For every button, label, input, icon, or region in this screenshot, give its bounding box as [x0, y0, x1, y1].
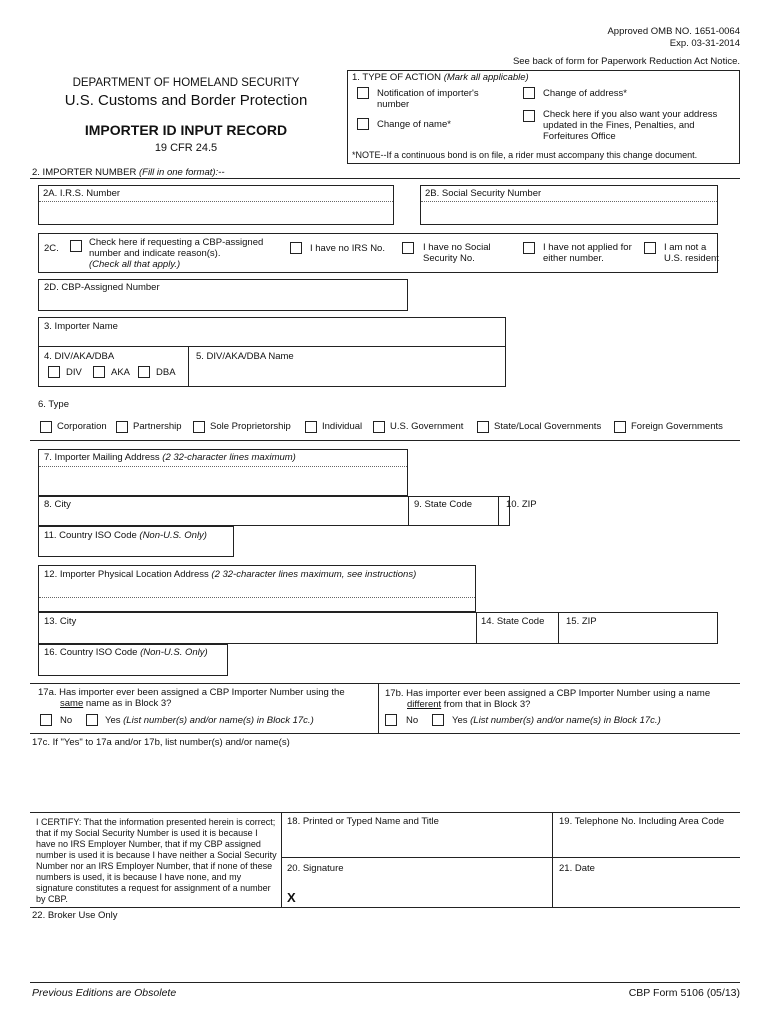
ssn-label: 2B. Social Security Number [425, 188, 542, 199]
not-resident-label: I am not a U.S. resident [664, 242, 719, 264]
department-name: DEPARTMENT OF HOMELAND SECURITY [72, 77, 300, 89]
divider [39, 597, 475, 598]
17b-yes-checkbox[interactable] [432, 714, 444, 726]
continuous-bond-note: *NOTE--If a continuous bond is on file, a rider must accompany this change document. [352, 150, 698, 160]
not-resident-checkbox[interactable] [644, 242, 656, 254]
divider [476, 612, 477, 644]
importer-number-label: 2. IMPORTER NUMBER (Fill in one format):-- [32, 167, 225, 178]
physical-state-code-label: 14. State Code [481, 616, 545, 627]
divider [30, 907, 740, 908]
form-number: CBP Form 5106 (05/13) [628, 987, 740, 999]
change-of-address-checkbox[interactable] [523, 87, 535, 99]
cfr-reference: 19 CFR 24.5 [154, 142, 218, 154]
divider [558, 612, 559, 644]
div-aka-dba-label: 4. DIV/AKA/DBA [44, 351, 115, 362]
us-government-label: U.S. Government [390, 421, 464, 432]
17b-no-checkbox[interactable] [385, 714, 397, 726]
17a-yes-label: Yes (List number(s) and/or name(s) in Block 17c.) [105, 715, 314, 726]
17b-yes-label: Yes (List number(s) and/or name(s) in Block 17c.) [452, 715, 661, 726]
omb-number: Approved OMB NO. 1651-0064 [607, 26, 740, 37]
zip-label: 10. ZIP [506, 499, 537, 510]
type-label: 6. Type [38, 399, 69, 410]
sole-proprietorship-label: Sole Proprietorship [210, 421, 291, 432]
mailing-address-label: 7. Importer Mailing Address (2 32-character lines maximum) [44, 452, 296, 463]
divider [378, 683, 379, 733]
divider [30, 440, 740, 441]
dba-checkbox[interactable] [138, 366, 150, 378]
notification-label: Notification of importer's number [377, 88, 479, 110]
divider [39, 201, 393, 202]
block-2c-label: 2C. [44, 243, 59, 254]
dba-label: DBA [156, 367, 176, 378]
block-17b-question: 17b. Has importer ever been assigned a CBP Importer Number using a name [385, 688, 711, 699]
broker-use-label: 22. Broker Use Only [32, 910, 118, 921]
aka-checkbox[interactable] [93, 366, 105, 378]
div-checkbox[interactable] [48, 366, 60, 378]
aka-label: AKA [111, 367, 131, 378]
physical-city-label: 13. City [44, 616, 77, 627]
divider [421, 201, 717, 202]
telephone-label: 19. Telephone No. Including Area Code [559, 816, 725, 827]
17a-yes-checkbox[interactable] [86, 714, 98, 726]
17a-no-label: No [60, 715, 73, 726]
fines-office-checkbox[interactable] [523, 110, 535, 122]
divider [30, 178, 740, 179]
partnership-checkbox[interactable] [116, 421, 128, 433]
individual-checkbox[interactable] [305, 421, 317, 433]
divider [30, 812, 740, 813]
state-local-checkbox[interactable] [477, 421, 489, 433]
irs-number-label: 2A. I.R.S. Number [43, 188, 121, 199]
state-local-label: State/Local Governments [494, 421, 602, 432]
divider [30, 982, 740, 983]
change-of-name-checkbox[interactable] [357, 118, 369, 130]
block-17c-label: 17c. If "Yes" to 17a and/or 17b, list number(s) and/or name(s) [32, 737, 290, 748]
17a-no-checkbox[interactable] [40, 714, 52, 726]
div-label: DIV [66, 367, 82, 378]
expiration-date: Exp. 03-31-2014 [669, 38, 740, 49]
country-iso-label: 11. Country ISO Code (Non-U.S. Only) [44, 530, 207, 541]
fines-office-label: Check here if you also want your address updated in the Fines, Penalties, and Forfeitures Office [543, 109, 718, 142]
signature-label: 20. Signature [287, 863, 344, 874]
divider [408, 496, 409, 526]
corporation-checkbox[interactable] [40, 421, 52, 433]
no-ssn-label: I have no Social Security No. [423, 242, 491, 264]
block-17a-question-cont: same name as in Block 3? [60, 698, 172, 709]
partnership-label: Partnership [133, 421, 182, 432]
no-irs-checkbox[interactable] [290, 242, 302, 254]
divider [30, 683, 740, 684]
foreign-governments-checkbox[interactable] [614, 421, 626, 433]
cbp-request-text: Check here if requesting a CBP-assigned number and indicate reason(s). (Check all that apply.) [89, 237, 264, 270]
notification-checkbox[interactable] [357, 87, 369, 99]
physical-country-iso-label: 16. Country ISO Code (Non-U.S. Only) [44, 647, 208, 658]
certification-statement: I CERTIFY: That the information presented herein is correct; that if my Social Security Number is used it is because I have no IRS Employer Number, that if my CBP assigned number is used it is because I have neither a Social Security Number nor an IRS Employer Number, that if none of these numbers is used, it is because I have none, and my signature constitutes a request for assignment of a number by CBP. [36, 817, 277, 904]
div-aka-dba-name-label: 5. DIV/AKA/DBA Name [196, 351, 294, 362]
physical-zip-label: 15. ZIP [566, 616, 597, 627]
not-applied-label: I have not applied for either number. [543, 242, 632, 264]
signature-mark: X [287, 890, 296, 905]
corporation-label: Corporation [57, 421, 107, 432]
divider [39, 466, 407, 467]
divider [552, 812, 553, 907]
us-government-checkbox[interactable] [373, 421, 385, 433]
cbp-request-checkbox[interactable] [70, 240, 82, 252]
divider [38, 346, 506, 347]
footer-obsolete-note: Previous Editions are Obsolete [32, 987, 177, 999]
no-irs-label: I have no IRS No. [310, 243, 385, 254]
agency-name: U.S. Customs and Border Protection [64, 92, 308, 109]
individual-label: Individual [322, 421, 363, 432]
divider [498, 496, 499, 526]
type-of-action-label: 1. TYPE OF ACTION (Mark all applicable) [352, 72, 529, 83]
importer-name-label: 3. Importer Name [44, 321, 118, 332]
cbp-assigned-number-label: 2D. CBP-Assigned Number [44, 282, 160, 293]
divider [188, 346, 189, 387]
form-title: IMPORTER ID INPUT RECORD [84, 122, 288, 138]
not-applied-checkbox[interactable] [523, 242, 535, 254]
city-label: 8. City [44, 499, 71, 510]
sole-proprietorship-checkbox[interactable] [193, 421, 205, 433]
physical-city-state-zip-row [38, 612, 718, 644]
foreign-governments-label: Foreign Governments [631, 421, 723, 432]
change-of-name-label: Change of name* [377, 119, 451, 130]
17b-no-label: No [406, 715, 419, 726]
block-17a-question: 17a. Has importer ever been assigned a CBP Importer Number using the [38, 687, 345, 698]
divider [281, 812, 282, 907]
physical-address-label: 12. Importer Physical Location Address (2 32-character lines maximum, see instructions) [44, 569, 417, 580]
block-17b-question-cont: different from that in Block 3? [407, 699, 531, 710]
change-of-address-label: Change of address* [543, 88, 627, 99]
state-code-label: 9. State Code [414, 499, 473, 510]
divider [30, 733, 740, 734]
printed-name-label: 18. Printed or Typed Name and Title [287, 816, 439, 827]
date-label: 21. Date [559, 863, 595, 874]
no-ssn-checkbox[interactable] [402, 242, 414, 254]
paperwork-notice: See back of form for Paperwork Reduction Act Notice. [512, 56, 740, 67]
divider [281, 857, 740, 858]
